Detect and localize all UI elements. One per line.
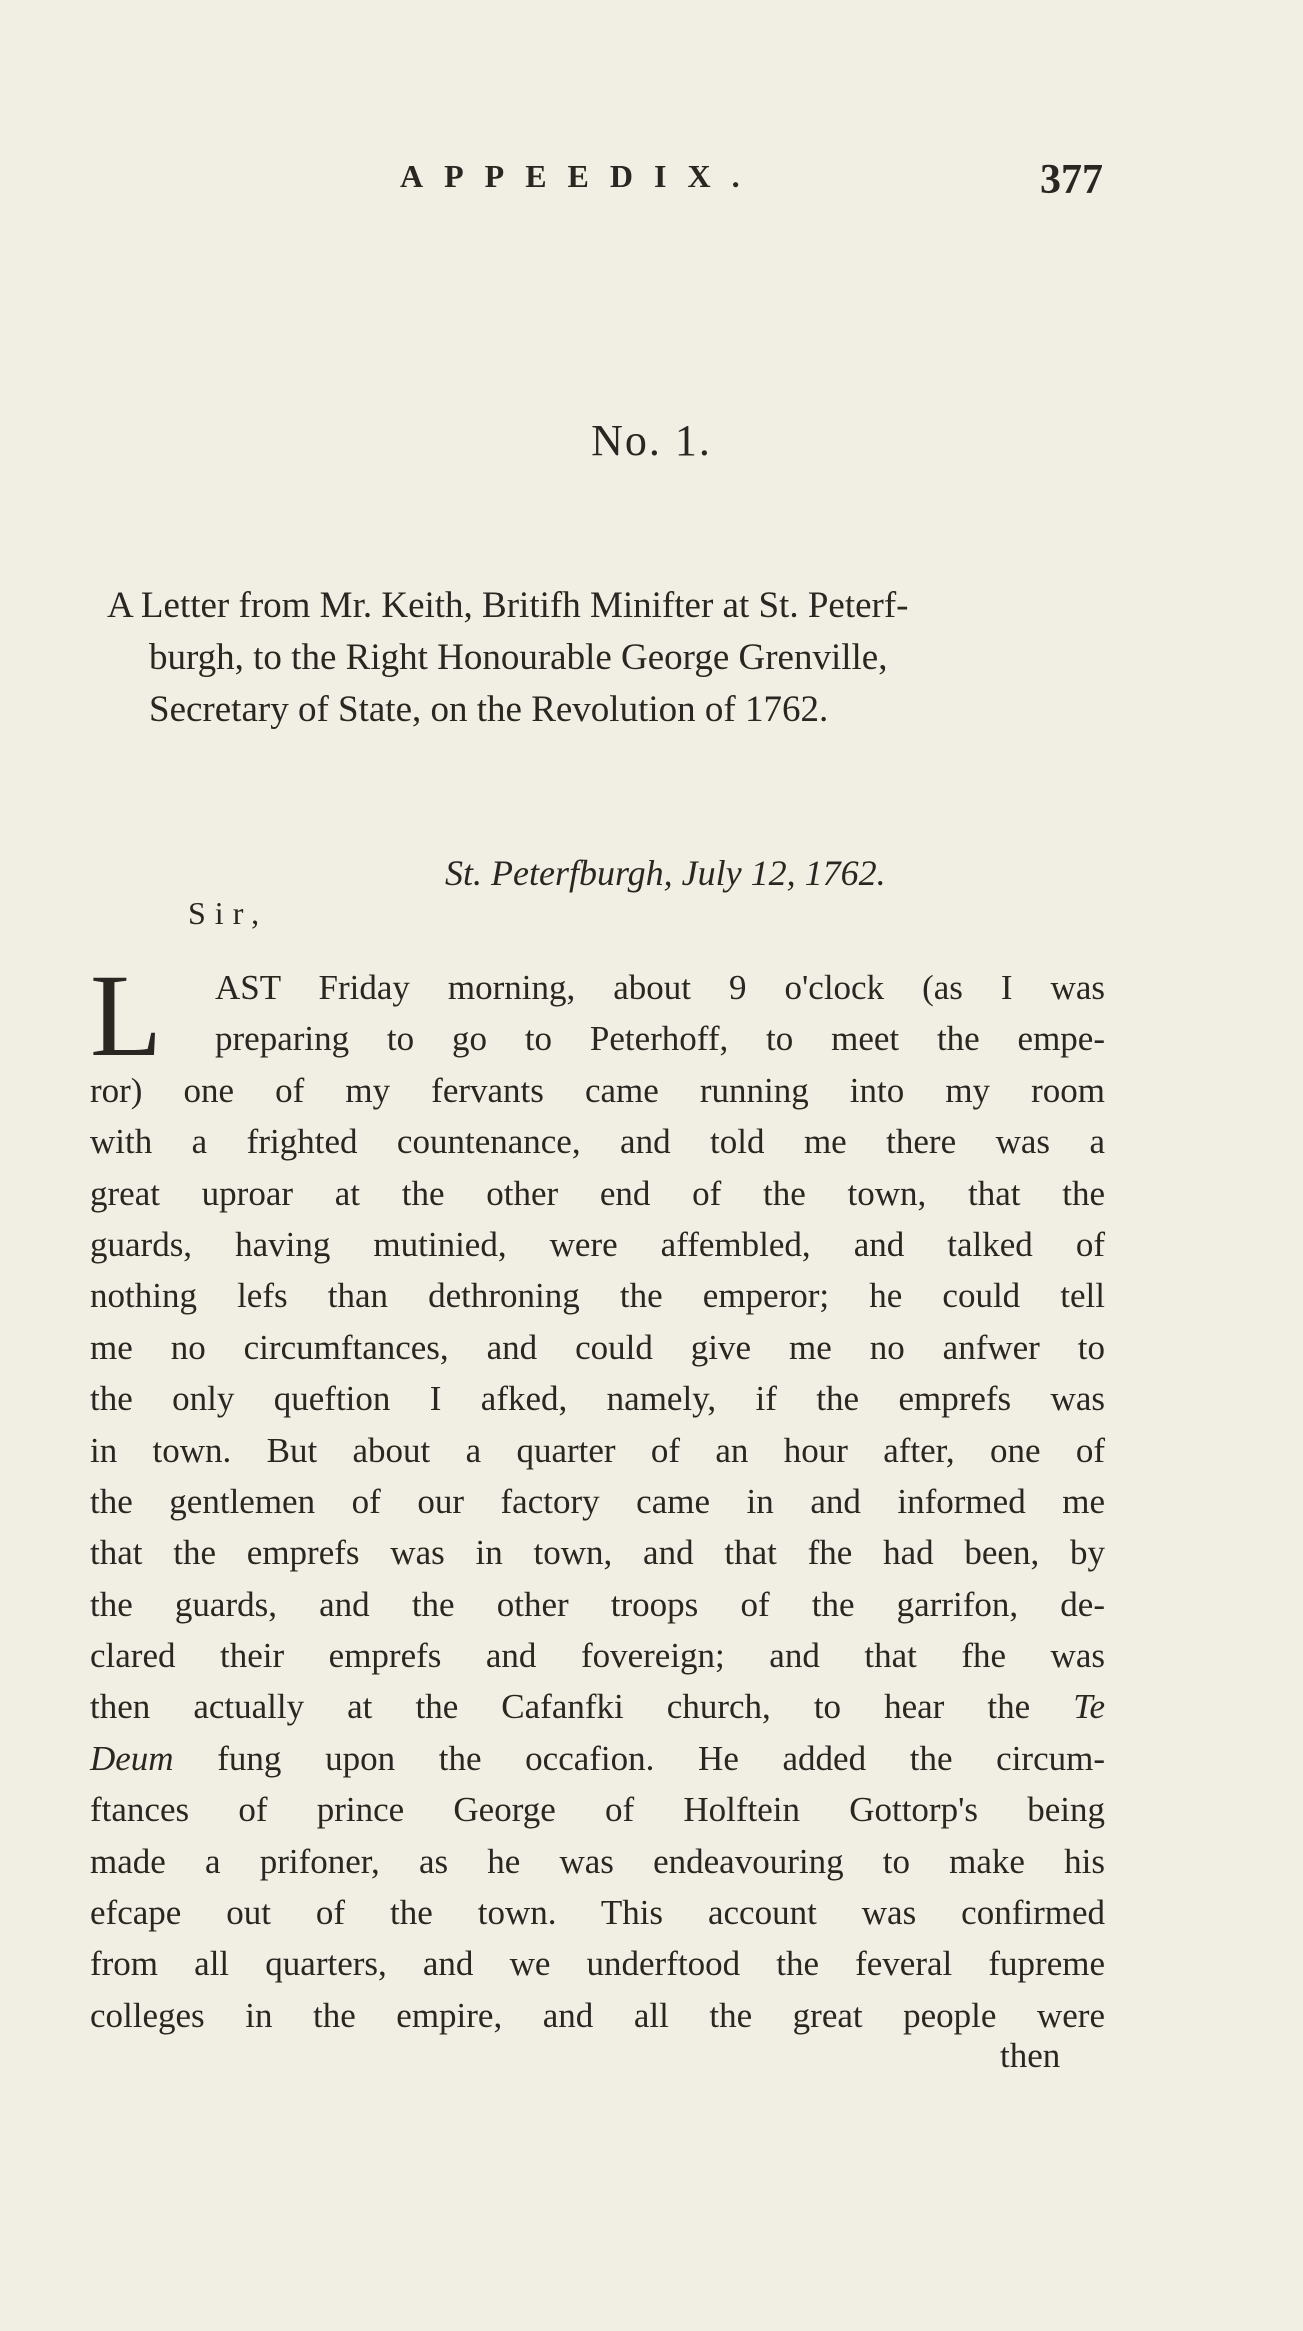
heading-line: A Letter from Mr. Keith, Britifh Minifter at St. Peterf- — [107, 585, 909, 626]
dateline: St. Peterfburgh, July 12, 1762. — [445, 853, 886, 893]
page-number: 377 — [1040, 157, 1103, 203]
text-line: that the emprefs was in town, and that fhe had been, by — [90, 1533, 1105, 1573]
text-segment: then actually at the Cafanfki church, to hear the — [90, 1687, 1031, 1727]
text-line: the guards, and the other troops of the garrifon, de- — [90, 1584, 1105, 1624]
text-line: me no circumftances, and could give me no anfwer to — [90, 1327, 1105, 1367]
text-line: guards, having mutinied, were affembled, and talked of — [90, 1224, 1105, 1264]
text-line: ftances of prince George of Holftein Gottorp's being — [90, 1790, 1105, 1830]
letter-heading — [107, 580, 1137, 736]
text-line: with a frighted countenance, and told me there was a — [90, 1122, 1105, 1162]
text-line: made a prifoner, as he was endeavouring to make his — [90, 1841, 1105, 1881]
italic-term: Deum — [90, 1738, 174, 1778]
text-line: efcape out of the town. This account was confirmed — [90, 1893, 1105, 1933]
heading-line: burgh, to the Right Honourable George Grenville, — [149, 637, 888, 678]
text-line — [90, 1733, 1105, 1784]
text-line: ror) one of my fervants came running into my room — [90, 1070, 1105, 1110]
salutation: Sir, — [188, 895, 269, 931]
text-line: preparing to go to Peterhoff, to meet the empe- — [215, 1019, 1105, 1059]
italic-term: Te — [1073, 1687, 1106, 1727]
text-segment: fung upon the occafion. He added the circum- — [217, 1738, 1106, 1778]
letter-body — [90, 950, 1106, 2041]
heading-line: Secretary of State, on the Revolution of 1762. — [149, 689, 829, 730]
text-line: great uproar at the other end of the town, that the — [90, 1173, 1105, 1213]
catchword: then — [1000, 2036, 1061, 2075]
text-line: colleges in the empire, and all the great people were — [90, 1995, 1105, 2035]
text-line: in town. But about a quarter of an hour after, one of — [90, 1430, 1105, 1470]
drop-cap: L — [90, 950, 163, 1081]
text-line — [90, 1681, 1105, 1732]
running-title: APPEEDIX. — [400, 158, 761, 194]
document-number: No. 1. — [591, 416, 712, 465]
text-line: the only queftion I afked, namely, if the emprefs was — [90, 1379, 1105, 1419]
text-line: AST Friday morning, about 9 o'clock (as I was — [215, 968, 1105, 1007]
running-head — [0, 150, 1303, 210]
text-line: from all quarters, and we underftood the feveral fupreme — [90, 1944, 1105, 1984]
text-line: clared their emprefs and fovereign; and that fhe was — [90, 1636, 1105, 1676]
text-line: nothing lefs than dethroning the emperor; he could tell — [90, 1276, 1105, 1316]
text-line: the gentlemen of our factory came in and informed me — [90, 1481, 1105, 1521]
